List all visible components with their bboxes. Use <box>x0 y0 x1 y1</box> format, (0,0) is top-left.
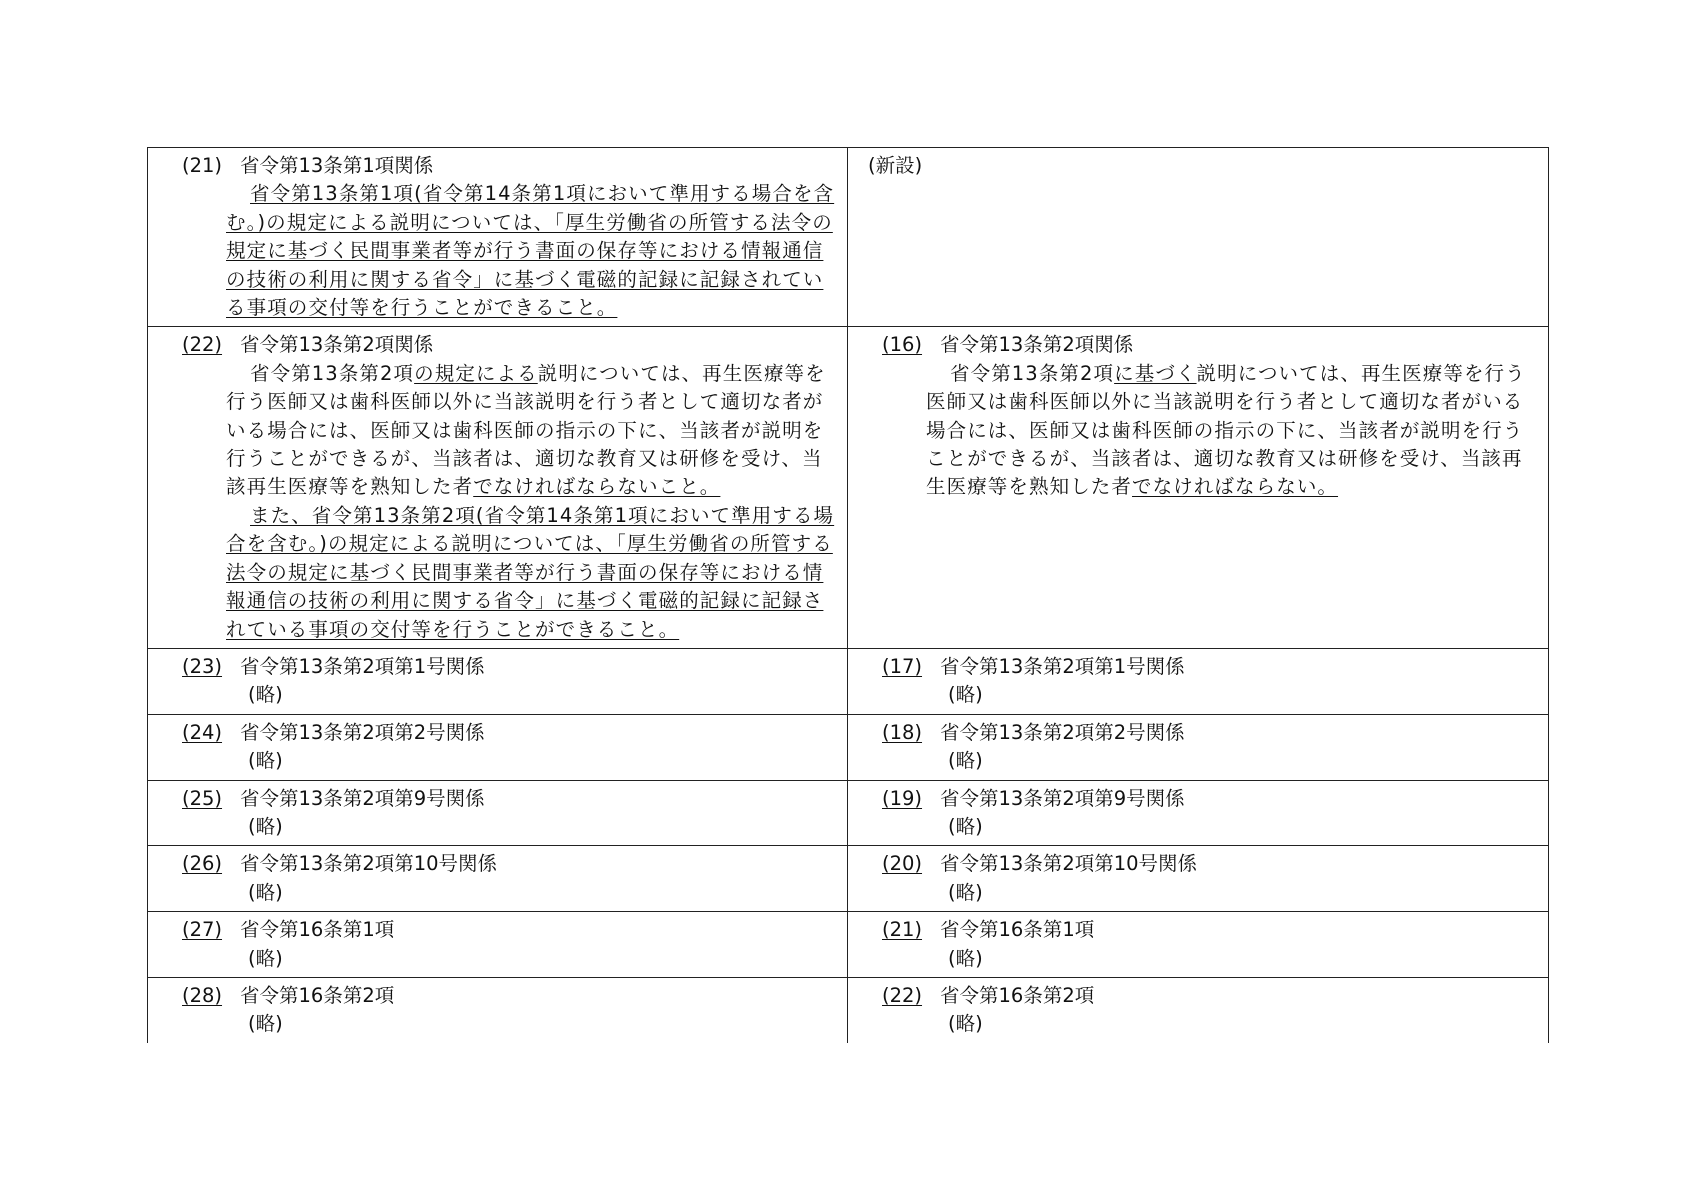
item-title: 省令第13条第2項第2号関係 <box>940 720 1185 744</box>
item-number: (24) <box>182 720 223 744</box>
item-title: 省令第13条第2項第9号関係 <box>240 786 485 810</box>
item-number: (22) <box>182 333 223 357</box>
item-number: (17) <box>882 654 923 678</box>
item-title: 省令第13条第2項第10号関係 <box>940 852 1198 876</box>
item-title: 省令第13条第2項関係 <box>940 333 1134 357</box>
omitted-note: (略) <box>948 946 983 970</box>
item-number: (20) <box>882 852 923 876</box>
table-row <box>148 148 1549 327</box>
revised-cell <box>148 912 848 978</box>
item-number: (21) <box>882 918 923 942</box>
current-cell <box>848 846 1549 912</box>
item-number: (25) <box>182 786 223 810</box>
item-title: 省令第13条第2項第10号関係 <box>240 852 498 876</box>
omitted-note: (略) <box>948 683 983 707</box>
table-row <box>148 648 1549 714</box>
omitted-note: (略) <box>948 880 983 904</box>
item-title: 省令第13条第2項関係 <box>240 333 434 357</box>
revised-cell <box>148 648 848 714</box>
current-cell <box>848 714 1549 780</box>
item-heading <box>882 331 1538 359</box>
revised-cell <box>148 148 848 327</box>
item-text: 省令第13条第2項に基づく説明については、再生医療等を行う医師又は歯科医師以外に当該説明を行う者として適切な者がいる場合には、医師又は歯科医師の指示の下に、当該者が説明を行うことができるが、当該者は、適切な教育又は研修を受け、当該再生医療等を熟知した者でなければならない。 <box>926 361 1526 499</box>
item-number: (21) <box>182 154 223 177</box>
item-number: (16) <box>882 333 923 357</box>
omitted-note: (略) <box>248 814 283 838</box>
new-provision-note: (新設) <box>868 154 923 177</box>
revised-cell <box>148 846 848 912</box>
item-title: 省令第16条第1項 <box>240 918 395 942</box>
item-title: 省令第16条第2項 <box>940 983 1095 1007</box>
omitted-note: (略) <box>248 880 283 904</box>
table-row <box>148 780 1549 846</box>
item-text: 省令第13条第2項の規定による説明については、再生医療等を行う医師又は歯科医師以外に当該説明を行う者として適切な者がいる場合には、医師又は歯科医師の指示の下に、当該者が説明を行うことができるが、当該者は、適切な教育又は研修を受け、当該再生医療等を熟知した者でなければならないこと。 <box>226 361 826 499</box>
item-number: (27) <box>182 918 223 942</box>
item-number: (18) <box>882 720 923 744</box>
omitted-note: (略) <box>948 814 983 838</box>
omitted-note: (略) <box>248 946 283 970</box>
item-number: (28) <box>182 983 223 1007</box>
current-cell <box>848 912 1549 978</box>
table-row <box>148 846 1549 912</box>
comparison-table <box>147 147 1549 1043</box>
omitted-note: (略) <box>248 749 283 773</box>
revised-cell <box>148 327 848 648</box>
revised-cell <box>148 977 848 1042</box>
table-row <box>148 714 1549 780</box>
item-number: (23) <box>182 654 223 678</box>
current-cell <box>848 327 1549 648</box>
table-row <box>148 912 1549 978</box>
item-text: また、省令第13条第2項(省令第14条第1項において準用する場合を含む。)の規定による説明については、「厚生労働省の所管する法令の規定に基づく民間事業者等が行う書面の保存等における情報通信の技術の利用に関する省令」に基づく電磁的記録に記録されている事項の交付等を行うことができること。 <box>226 503 835 641</box>
item-number: (22) <box>882 983 923 1007</box>
table-row <box>148 977 1549 1042</box>
item-title: 省令第16条第2項 <box>240 983 395 1007</box>
omitted-note: (略) <box>948 749 983 773</box>
current-cell <box>848 648 1549 714</box>
omitted-note: (略) <box>948 1012 983 1036</box>
current-cell <box>848 148 1549 327</box>
item-heading <box>182 331 837 359</box>
current-cell <box>848 977 1549 1042</box>
item-text: 省令第13条第1項(省令第14条第1項において準用する場合を含む。)の規定による説明については、「厚生労働省の所管する法令の規定に基づく民間事業者等が行う書面の保存等における情報通信の技術の利用に関する省令」に基づく電磁的記録に記録されている事項の交付等を行うことができること。 <box>226 182 835 320</box>
item-title: 省令第13条第1項関係 <box>240 154 434 177</box>
omitted-note: (略) <box>248 683 283 707</box>
item-title: 省令第13条第2項第9号関係 <box>940 786 1185 810</box>
omitted-note: (略) <box>248 1012 283 1036</box>
item-number: (26) <box>182 852 223 876</box>
item-title: 省令第13条第2項第2号関係 <box>240 720 485 744</box>
revised-cell <box>148 714 848 780</box>
revised-cell <box>148 780 848 846</box>
item-title: 省令第13条第2項第1号関係 <box>240 654 485 678</box>
item-heading <box>182 152 837 180</box>
item-number: (19) <box>882 786 923 810</box>
item-title: 省令第13条第2項第1号関係 <box>940 654 1185 678</box>
current-cell <box>848 780 1549 846</box>
item-title: 省令第16条第1項 <box>940 918 1095 942</box>
table-row <box>148 327 1549 648</box>
